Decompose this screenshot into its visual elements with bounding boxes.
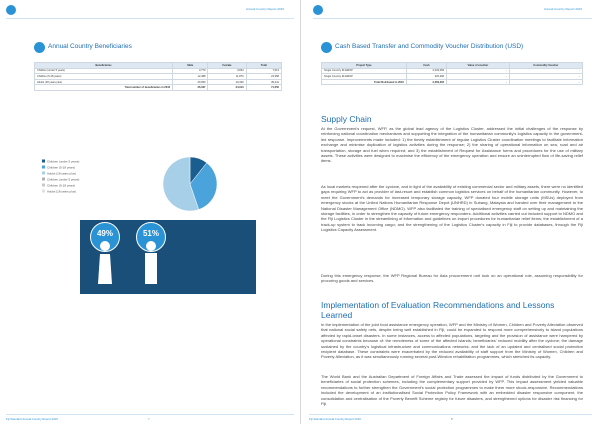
supply-chain-para-2: As local markets reopened after the cyclone, and in light of the availability of existing commercial sector and military assets, there were no identified gaps requiring WFP to act as provider of last-resort and establish common logistics services on behalf of the humanitarian community. However, to meet the Government's demands for increased temporary storage capacity, WFP donated four mobile storage units (MSUs) deployed from emergency stocks at the United Nations Humanitarian Response Depot (UNHRD) in Subang, Malaysia and handed over their management to the National Disaster Management Office (NDMO). WFP also facilitated the training of specialised emergency staff on setting up and maintaining the storage facilities, in order to strengthen the capacity of future emergency responders. Additional activities carried out included support to NDMO and the Fiji Logistics Cluster in the streamlining of information and guidelines on import procedures for humanitarian relief items; the establishment of a track-up system to track incoming cargo; and the strengthening of the Logistics Cluster's capacity in Fiji to provide databases, through the Fiji Logistics Capacity Assessment. [321,184,583,233]
beneficiaries-total-row [35,85,282,91]
legend-swatch [42,166,45,169]
beneficiaries-cell: 12,488 [173,74,208,80]
left-header [0,4,300,18]
cash-cell: 226,296 [406,74,446,80]
cash-cell: Single Country IR-EMOP [322,68,407,74]
cash-cell: - [509,68,582,74]
female-stat-value: 49% [96,229,113,238]
legend-label: Children (5-18 years) [47,183,76,188]
right-page-number: 8 [451,417,453,421]
beneficiaries-cell: Children (5-18 years) [35,74,173,80]
cash-cell: Single Country IR-EMOP [322,74,407,80]
right-header-line [313,18,592,19]
left-footer-text: Fiji Standard Annual Country Report 2016 [6,417,58,421]
right-header [301,4,600,18]
beneficiaries-header-cell: Beneficiaries [35,63,173,69]
right-header-title: Annual Country Report 2016 [543,7,582,11]
left-header-line [6,18,294,19]
left-footer-line [6,414,294,415]
male-stat-value: 51% [142,229,159,238]
beneficiaries-section-title: Annual Country Beneficiaries [48,43,132,50]
legend-label: Adults (18 years plus) [47,189,77,194]
legend-label: Children (under 5 years) [47,177,80,182]
right-footer-line [309,414,592,415]
cash-header-cell: Project Type [322,63,407,69]
evaluation-heading: Implementation of Evaluation Recommendations and Lessons Learned [321,300,555,320]
legend-swatch [42,172,45,175]
left-page-number: 7 [148,417,150,421]
cash-total-row [322,79,583,85]
cash-transfer-table [321,62,583,85]
beneficiaries-cell: 39,441 [246,79,281,85]
beneficiaries-table [34,62,282,91]
cash-cell: 2,043,066 [406,68,446,74]
beneficiaries-cell: 19,309 [208,79,246,85]
male-figure-icon [142,240,160,284]
beneficiaries-header-cell: Total [246,63,281,69]
right-page [300,0,600,424]
cash-cell: - [447,68,510,74]
wfp-logo-icon [313,5,323,15]
beneficiaries-cell: 3,834 [208,68,246,74]
beneficiaries-cell: Adults (18 years plus) [35,79,173,85]
beneficiaries-cell: 11,870 [208,74,246,80]
legend-swatch [42,184,45,187]
legend-swatch [42,160,45,163]
beneficiaries-cell: Total number of beneficiaries in 2016 [35,85,173,91]
right-footer-text: Fiji Standard Annual Country Report 2016 [309,417,361,421]
beneficiaries-section-icon [34,42,45,53]
beneficiaries-header-cell: Female [208,63,246,69]
beneficiaries-cell: 71,250 [246,85,281,91]
beneficiaries-cell: 34,913 [208,85,246,91]
beneficiaries-cell: 20,050 [173,79,208,85]
beneficiaries-cell: 24,358 [246,74,281,80]
cash-header-cell: Cash [406,63,446,69]
legend-swatch [42,178,45,181]
beneficiaries-cell: Children (under 5 years) [35,68,173,74]
cash-cell: - [509,74,582,80]
beneficiaries-pie-chart [40,154,280,218]
supply-chain-heading: Supply Chain [321,114,372,124]
evaluation-para-1: In the implementation of the joint food assistance emergency operation, WFP and the Ministry of Women, Children and Poverty Alleviation observed that national social safety nets, despite being well established in Fiji, could be expanded to respond more comprehensively to island populations affected by rapid-onset disasters. In some instances, access to affected populations, targeting and the provision of assistance were hampered by operational constraints because of: the remoteness of some of the affected islands; beneficiaries' reduced mobility after the cyclone; the damage sustained by the country's logistical infrastructure and communications networks; and the lack of an updated and centralised social protection recipient database. These constraints were exacerbated by the reduced availability of staff support from the Ministry of Women, Children and Poverty Alleviation, as it was simultaneously running several post-Winston rehabilitation programmes, which stretched its capacity. [321,322,583,360]
legend-label: Children (under 5 years) [47,159,80,164]
cash-transfer-section-icon [321,42,332,53]
wfp-logo-icon [6,5,16,15]
cash-cell: - [447,74,510,80]
cash-cell: 2,269,362 [406,79,446,85]
legend-swatch [42,190,45,193]
beneficiaries-cell: 7,613 [246,68,281,74]
left-header-title: Annual Country Report 2016 [245,7,284,11]
cash-transfer-section-title: Cash Based Transfer and Commodity Voucher Distribution (USD) [335,43,524,50]
legend-label: Children (5-18 years) [47,165,76,170]
beneficiaries-header-cell: Male [173,63,208,69]
cash-cell: - [447,79,510,85]
legend-label: Adults (18 years plus) [47,171,77,176]
cash-cell: - [509,79,582,85]
evaluation-para-2: The World Bank and the Australian Department of Foreign Affairs and Trade assessed the impact of funds distributed by the Government to beneficiaries of social protection schemes, including the complementary support provided by WFP. This impact assessment yielded valuable recommendations to further strengthen the Government's social protection programmes to make them more shock-responsive. Recommendations included the development of an institutionalised Social Protection Policy Framework with an embedded disaster responsive component, the consolidation and centralisation of the Poverty Benefit Scheme registry for future disasters, and strengthened options for disaster risk financing for Fiji. [321,374,583,407]
supply-chain-para-3: During this emergency response, the WFP Regional Bureau for Asia procurement unit took on an operational role, assuming responsibility for procuring goods and services. [321,273,583,284]
female-figure-icon [96,240,114,284]
cash-header-cell: Value of voucher [447,63,510,69]
beneficiaries-cell: 36,337 [173,85,208,91]
beneficiaries-cell: 3,779 [173,68,208,74]
supply-chain-para-1: At the Government's request, WFP, as the global lead agency of the Logistics Cluster, addressed the initial challenges of the response by reinforcing national coordination mechanisms and supporting the integration of the humanitarian community's logistics capacity in the government-led response. Improvements made included: 1) the timely establishment of regular Logistics Cluster coordination meetings to facilitate information exchange and minimise duplication of logistics activities during the response; 2) the sharing of operational information on sea, road and air transportation, storage and fuel when required; and 3) the establishment of Request for Assistance forms and procedures for the use of military assets. These activities were designed to maximise the efficiency of the emergency operation and ensure an uninterrupted flow of life-saving relief items. [321,126,583,164]
cash-header-cell: Commodity Voucher [509,63,582,69]
cash-cell: Total Distributed in 2016 [322,79,407,85]
